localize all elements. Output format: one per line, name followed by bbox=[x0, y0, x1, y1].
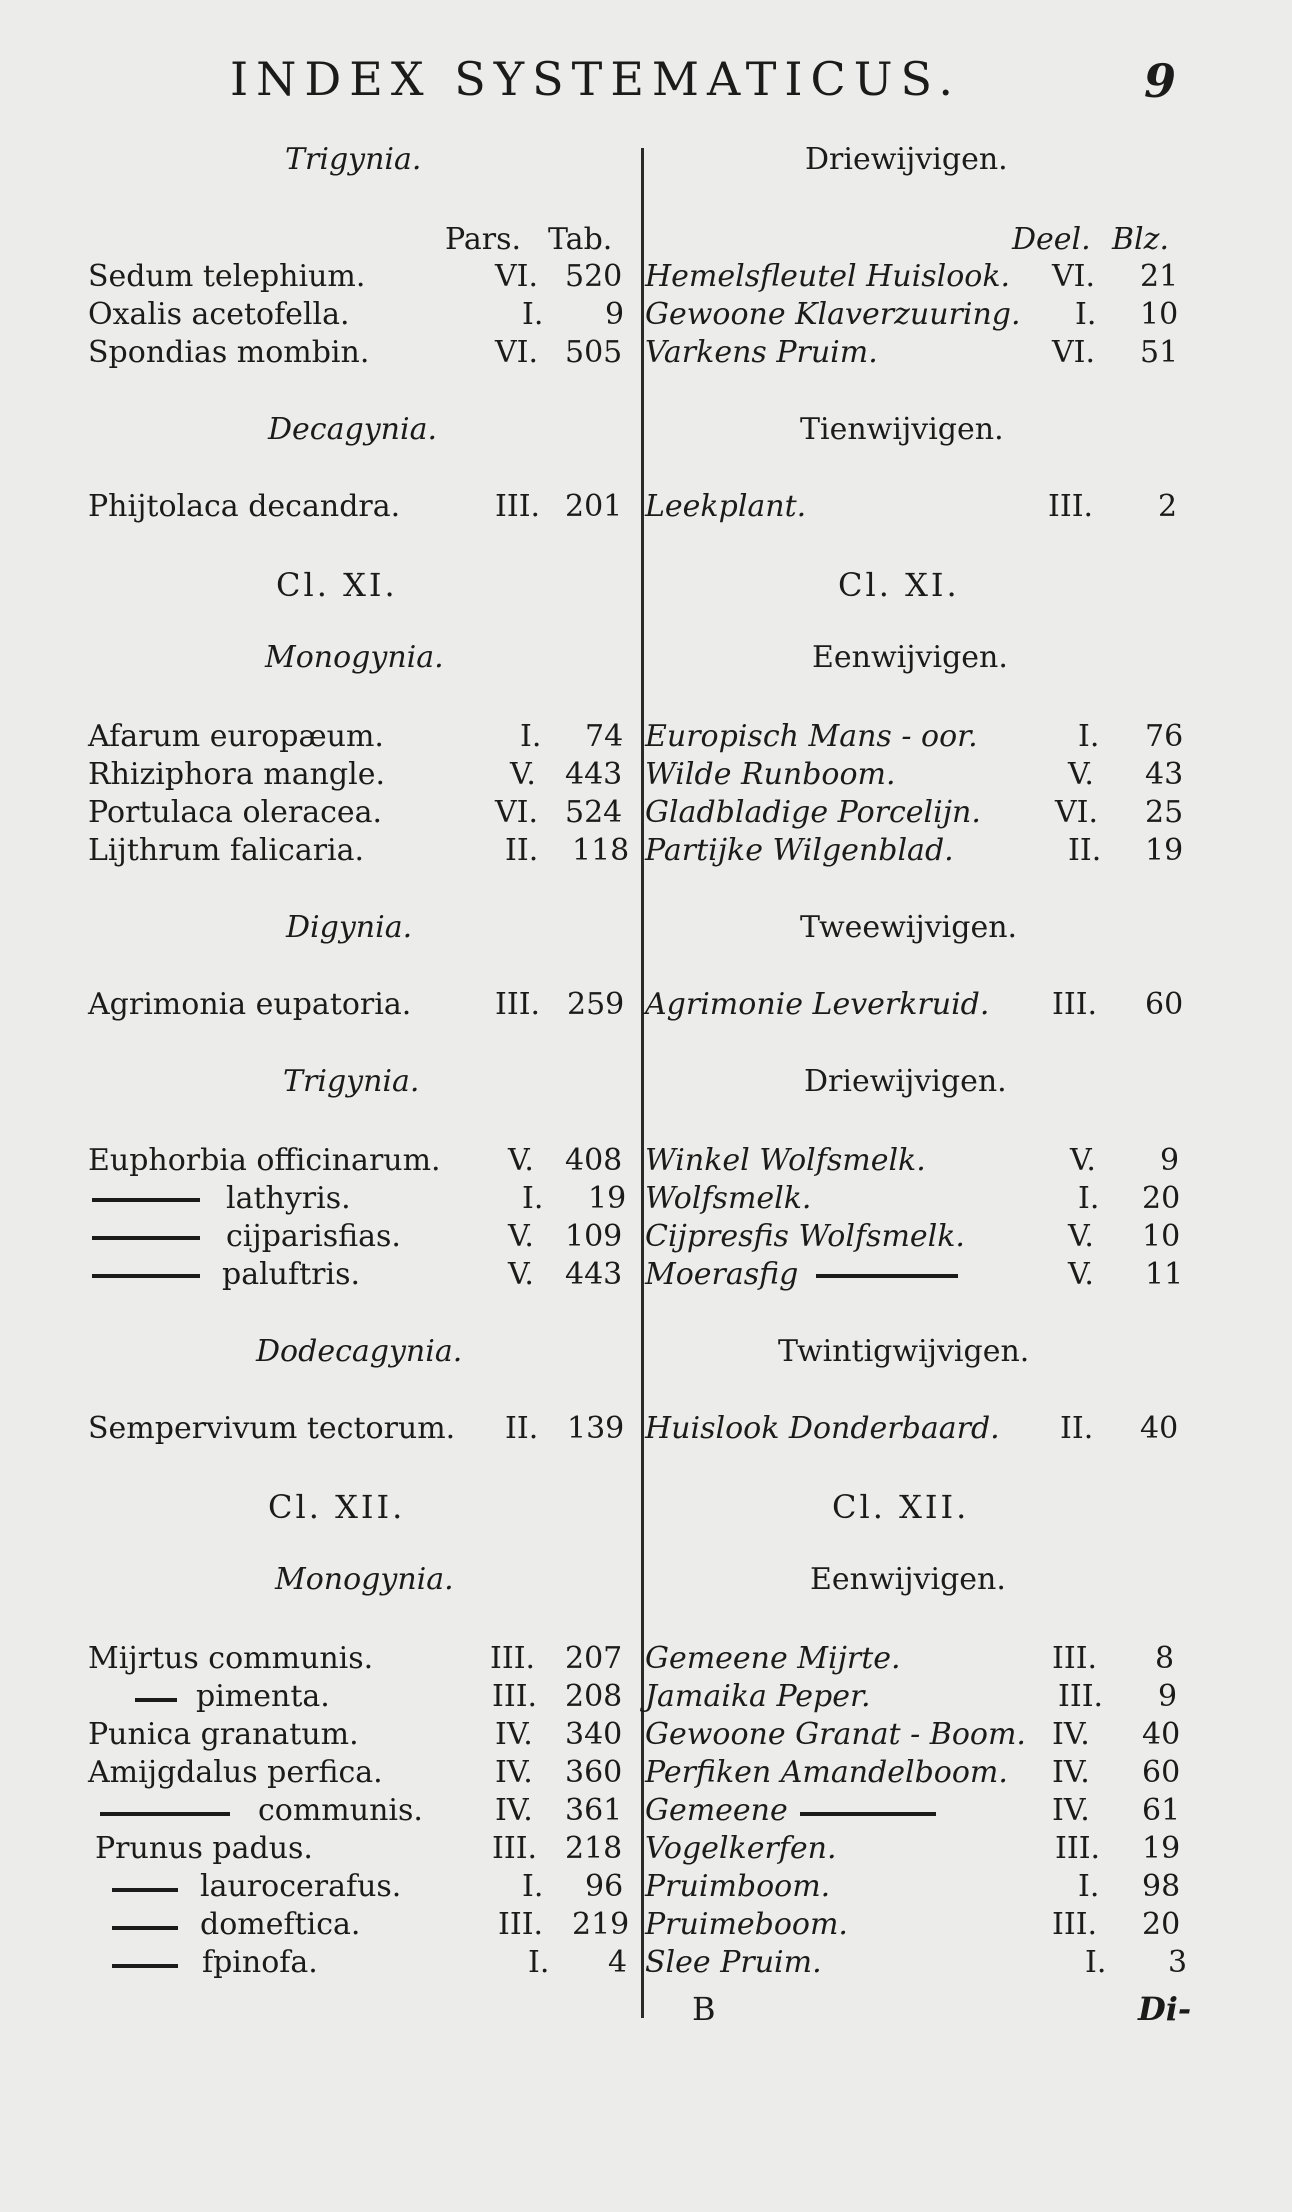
latin-name: Spondias mombin. bbox=[88, 335, 370, 370]
latin-name: Prunus padus. bbox=[95, 1831, 313, 1866]
pars-value: I. bbox=[528, 1945, 550, 1980]
tab-value: 443 bbox=[565, 1257, 623, 1292]
latin-name: Rhiziphora mangle. bbox=[88, 757, 385, 792]
deel-value: II. bbox=[1060, 1411, 1094, 1446]
latin-name: paluftris. bbox=[222, 1257, 361, 1292]
latin-name: Afarum europæum. bbox=[88, 719, 384, 754]
pars-value: VI. bbox=[495, 259, 539, 294]
deel-value: V. bbox=[1068, 1257, 1094, 1292]
deel-value: I. bbox=[1078, 1181, 1100, 1216]
pars-value: II. bbox=[505, 1411, 539, 1446]
pars-value: IV. bbox=[495, 1755, 533, 1790]
tab-value: 208 bbox=[565, 1679, 623, 1714]
deel-value: III. bbox=[1058, 1679, 1104, 1714]
latin-name: domeftica. bbox=[200, 1907, 361, 1942]
tab-value: 505 bbox=[565, 335, 623, 370]
blz-value: 40 bbox=[1142, 1717, 1181, 1752]
section-heading-right: Tweewijvigen. bbox=[800, 910, 1018, 945]
dutch-name: Jamaika Peper. bbox=[645, 1679, 871, 1714]
dutch-name: Leekplant. bbox=[645, 489, 807, 524]
latin-name: lathyris. bbox=[226, 1181, 351, 1216]
dutch-name: Wolfsmelk. bbox=[645, 1181, 812, 1216]
latin-name: Oxalis acetofella. bbox=[88, 297, 350, 332]
deel-value: I. bbox=[1078, 719, 1100, 754]
section-heading-left: Digynia. bbox=[286, 910, 413, 945]
deel-value: VI. bbox=[1052, 259, 1096, 294]
blz-value: 2 bbox=[1158, 489, 1178, 524]
latin-name: Mijrtus communis. bbox=[88, 1641, 374, 1676]
blz-value: 20 bbox=[1142, 1181, 1181, 1216]
ditto-rule bbox=[112, 1964, 178, 1968]
dutch-name: Cijpresfis Wolfsmelk. bbox=[645, 1219, 965, 1254]
blz-value: 20 bbox=[1142, 1907, 1181, 1942]
ditto-rule bbox=[92, 1274, 200, 1278]
latin-name: laurocerafus. bbox=[200, 1869, 402, 1904]
pars-value: VI. bbox=[495, 335, 539, 370]
pars-value: III. bbox=[495, 987, 541, 1022]
section-heading-left: Monogynia. bbox=[265, 640, 444, 675]
dutch-name: Gewoone Klaverzuuring. bbox=[645, 297, 1021, 332]
deel-value: I. bbox=[1085, 1945, 1107, 1980]
section-heading-right: Eenwijvigen. bbox=[810, 1562, 1006, 1597]
blz-value: 60 bbox=[1142, 1755, 1181, 1790]
blz-value: 25 bbox=[1145, 795, 1184, 830]
tab-value: 340 bbox=[565, 1717, 623, 1752]
deel-value: II. bbox=[1068, 833, 1102, 868]
dutch-name: Vogelkerfen. bbox=[645, 1831, 837, 1866]
section-heading-left: Trigynia. bbox=[283, 1064, 420, 1099]
tab-value: 74 bbox=[585, 719, 624, 754]
tab-value: 4 bbox=[608, 1945, 628, 1980]
running-title: INDEX SYSTEMATICUS. bbox=[230, 52, 962, 106]
section-heading-right: Eenwijvigen. bbox=[812, 640, 1008, 675]
class-heading-left: Cl. XII. bbox=[268, 1488, 406, 1526]
blz-value: 8 bbox=[1155, 1641, 1175, 1676]
section-heading-left: Decagynia. bbox=[268, 412, 437, 447]
section-heading-right: Driewijvigen. bbox=[804, 1064, 1007, 1099]
deel-value: IV. bbox=[1052, 1755, 1090, 1790]
latin-name: pimenta. bbox=[196, 1679, 330, 1714]
page-header bbox=[230, 52, 1190, 112]
section-heading-left: Monogynia. bbox=[275, 1562, 454, 1597]
dutch-name: Huislook Donderbaard. bbox=[645, 1411, 1000, 1446]
tab-value: 259 bbox=[567, 987, 625, 1022]
class-heading-right: Cl. XI. bbox=[838, 566, 960, 604]
tab-value: 443 bbox=[565, 757, 623, 792]
tab-value: 207 bbox=[565, 1641, 623, 1676]
tab-value: 201 bbox=[565, 489, 623, 524]
latin-name: Portulaca oleracea. bbox=[88, 795, 383, 830]
tab-value: 9 bbox=[605, 297, 625, 332]
pars-value: V. bbox=[508, 1257, 534, 1292]
section-heading-right: Driewijvigen. bbox=[805, 142, 1008, 177]
section-heading-left: Trigynia. bbox=[285, 142, 422, 177]
dutch-name: Wilde Runboom. bbox=[645, 757, 896, 792]
dutch-name: Varkens Pruim. bbox=[645, 335, 878, 370]
tab-value: 360 bbox=[565, 1755, 623, 1790]
ditto-rule bbox=[112, 1888, 178, 1892]
page-number: 9 bbox=[1143, 54, 1176, 108]
deel-value: III. bbox=[1052, 1641, 1098, 1676]
col-head-pars: Pars. bbox=[445, 222, 521, 257]
section-heading-left: Dodecagynia. bbox=[256, 1334, 463, 1369]
tab-value: 139 bbox=[567, 1411, 625, 1446]
dutch-name: Moerasfig bbox=[645, 1257, 799, 1292]
tab-value: 524 bbox=[565, 795, 623, 830]
dutch-name: Hemelsfleutel Huislook. bbox=[645, 259, 1011, 294]
blz-value: 40 bbox=[1140, 1411, 1179, 1446]
ditto-rule bbox=[816, 1274, 958, 1278]
pars-value: V. bbox=[508, 1143, 534, 1178]
ditto-rule bbox=[112, 1926, 178, 1930]
tab-value: 118 bbox=[572, 833, 630, 868]
blz-value: 51 bbox=[1140, 335, 1179, 370]
dutch-name: Pruimeboom. bbox=[645, 1907, 848, 1942]
pars-value: III. bbox=[498, 1907, 544, 1942]
catchword: Di- bbox=[1138, 1990, 1192, 2028]
deel-value: V. bbox=[1068, 1219, 1094, 1254]
deel-value: V. bbox=[1068, 757, 1094, 792]
latin-name: Lijthrum falicaria. bbox=[88, 833, 365, 868]
latin-name: cijparisfias. bbox=[226, 1219, 401, 1254]
ditto-rule bbox=[92, 1198, 200, 1202]
deel-value: III. bbox=[1048, 489, 1094, 524]
tab-value: 96 bbox=[585, 1869, 624, 1904]
pars-value: I. bbox=[522, 1181, 544, 1216]
latin-name: Phijtolaca decandra. bbox=[88, 489, 401, 524]
pars-value: III. bbox=[492, 1679, 538, 1714]
tab-value: 218 bbox=[565, 1831, 623, 1866]
blz-value: 3 bbox=[1168, 1945, 1188, 1980]
blz-value: 19 bbox=[1145, 833, 1184, 868]
pars-value: I. bbox=[520, 719, 542, 754]
blz-value: 10 bbox=[1142, 1219, 1181, 1254]
class-heading-right: Cl. XII. bbox=[832, 1488, 970, 1526]
dutch-name: Gemeene Mijrte. bbox=[645, 1641, 901, 1676]
blz-value: 98 bbox=[1142, 1869, 1181, 1904]
class-heading-left: Cl. XI. bbox=[276, 566, 398, 604]
deel-value: IV. bbox=[1052, 1793, 1090, 1828]
ditto-rule bbox=[100, 1812, 230, 1816]
deel-value: I. bbox=[1078, 1869, 1100, 1904]
deel-value: III. bbox=[1052, 987, 1098, 1022]
blz-value: 43 bbox=[1145, 757, 1184, 792]
latin-name: communis. bbox=[258, 1793, 423, 1828]
latin-name: Euphorbia officinarum. bbox=[88, 1143, 441, 1178]
pars-value: VI. bbox=[495, 795, 539, 830]
section-heading-right: Twintigwijvigen. bbox=[778, 1334, 1030, 1369]
dutch-name: Partijke Wilgenblad. bbox=[645, 833, 954, 868]
column-divider bbox=[641, 148, 644, 2018]
tab-value: 219 bbox=[572, 1907, 630, 1942]
col-head-deel: Deel. bbox=[1012, 222, 1091, 257]
deel-value: III. bbox=[1055, 1831, 1101, 1866]
dutch-name: Slee Pruim. bbox=[645, 1945, 822, 1980]
pars-value: III. bbox=[490, 1641, 536, 1676]
blz-value: 76 bbox=[1145, 719, 1184, 754]
latin-name: Sedum telephium. bbox=[88, 259, 366, 294]
dutch-name: Winkel Wolfsmelk. bbox=[645, 1143, 926, 1178]
ditto-rule bbox=[135, 1698, 177, 1702]
deel-value: III. bbox=[1052, 1907, 1098, 1942]
col-head-blz: Blz. bbox=[1112, 222, 1169, 257]
pars-value: V. bbox=[510, 757, 536, 792]
blz-value: 21 bbox=[1140, 259, 1179, 294]
ditto-rule bbox=[92, 1236, 200, 1240]
blz-value: 9 bbox=[1158, 1679, 1178, 1714]
col-head-tab: Tab. bbox=[548, 222, 613, 257]
deel-value: VI. bbox=[1052, 335, 1096, 370]
pars-value: IV. bbox=[495, 1793, 533, 1828]
pars-value: I. bbox=[522, 297, 544, 332]
blz-value: 11 bbox=[1145, 1257, 1184, 1292]
dutch-name: Gewoone Granat - Boom. bbox=[645, 1717, 1026, 1752]
dutch-name: Gemeene bbox=[645, 1793, 788, 1828]
ditto-rule bbox=[800, 1812, 936, 1816]
pars-value: V. bbox=[508, 1219, 534, 1254]
blz-value: 60 bbox=[1145, 987, 1184, 1022]
tab-value: 520 bbox=[565, 259, 623, 294]
pars-value: III. bbox=[492, 1831, 538, 1866]
dutch-name: Europisch Mans - oor. bbox=[645, 719, 978, 754]
latin-name: Sempervivum tectorum. bbox=[88, 1411, 456, 1446]
dutch-name: Agrimonie Leverkruid. bbox=[645, 987, 990, 1022]
dutch-name: Gladbladige Porcelijn. bbox=[645, 795, 981, 830]
deel-value: VI. bbox=[1055, 795, 1099, 830]
tab-value: 19 bbox=[588, 1181, 627, 1216]
pars-value: II. bbox=[505, 833, 539, 868]
signature-mark: B bbox=[692, 1990, 716, 2028]
latin-name: fpinofa. bbox=[202, 1945, 318, 1980]
latin-name: Agrimonia eupatoria. bbox=[88, 987, 412, 1022]
blz-value: 61 bbox=[1142, 1793, 1181, 1828]
blz-value: 10 bbox=[1140, 297, 1179, 332]
dutch-name: Pruimboom. bbox=[645, 1869, 831, 1904]
deel-value: I. bbox=[1075, 297, 1097, 332]
deel-value: V. bbox=[1070, 1143, 1096, 1178]
tab-value: 109 bbox=[565, 1219, 623, 1254]
pars-value: I. bbox=[522, 1869, 544, 1904]
latin-name: Amijgdalus perfica. bbox=[88, 1755, 383, 1790]
latin-name: Punica granatum. bbox=[88, 1717, 359, 1752]
tab-value: 408 bbox=[565, 1143, 623, 1178]
pars-value: IV. bbox=[495, 1717, 533, 1752]
blz-value: 9 bbox=[1160, 1143, 1180, 1178]
blz-value: 19 bbox=[1142, 1831, 1181, 1866]
pars-value: III. bbox=[495, 489, 541, 524]
section-heading-right: Tienwijvigen. bbox=[800, 412, 1004, 447]
deel-value: IV. bbox=[1052, 1717, 1090, 1752]
tab-value: 361 bbox=[565, 1793, 623, 1828]
dutch-name: Perfiken Amandelboom. bbox=[645, 1755, 1008, 1790]
